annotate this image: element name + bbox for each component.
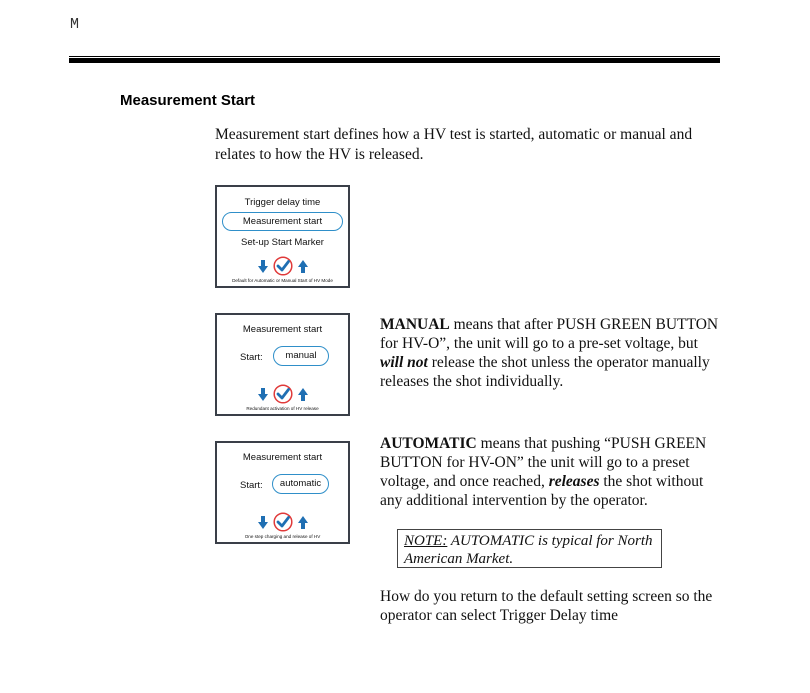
device-screen-menu [215,185,350,288]
start-field-value: manual [273,346,329,366]
header-rule-thin [69,56,720,57]
question-paragraph: How do you return to the default setting screen so the operator can select Trigger Delay time [380,588,713,624]
manual-description [380,315,725,391]
menu-item-trigger-delay: Trigger delay time [244,197,321,208]
check-circle-icon [273,512,293,532]
manual-text-1: means that after PUSH GREEN BUTTON for HV-O”, the unit will go to a pre-set voltage, but [380,316,719,352]
manual-lead: MANUAL [380,316,450,333]
screen-title: Measurement start [242,324,323,335]
check-circle-icon [273,384,293,404]
manual-emphasis: will not [380,354,428,371]
check-circle-icon [273,256,293,276]
arrow-up-icon [298,260,308,273]
note-text: AUTOMATIC is typical for North American Market. [404,533,653,567]
arrow-down-icon [258,516,268,529]
note-box [397,529,662,568]
arrow-up-icon [298,388,308,401]
menu-item-setup-start-marker: Set-up Start Marker [241,237,324,248]
arrow-up-icon [298,516,308,529]
screen-caption: Redundant activation of HV release [246,406,319,411]
header-rule-thick [69,58,720,63]
manual-text-2: release the shot unless the operator manually releases the shot individually. [380,354,710,390]
device-screen-manual [215,313,350,416]
start-field-label: Start: [240,352,263,363]
note-label: NOTE: [404,533,448,549]
intro-paragraph: Measurement start defines how a HV test is started, automatic or manual and relates to how the HV is released. [215,126,693,163]
arrow-down-icon [258,260,268,273]
automatic-lead: AUTOMATIC [380,435,477,452]
screen-nav-icons [217,384,348,404]
screen-title: Measurement start [242,452,323,463]
automatic-text-1: means that pushing “PUSH GREEN BUTTON for HV-ON” the unit will go to a preset voltage, and once reached, [380,435,707,490]
automatic-description [380,434,725,510]
page-header-letter: M [70,16,80,33]
start-field-value: automatic [272,474,329,494]
start-field-label: Start: [240,480,263,491]
automatic-text-2: the shot without any additional intervention by the operator. [380,473,704,509]
device-screen-automatic [215,441,350,544]
screen-caption: One step charging and release of HV [244,534,321,539]
arrow-down-icon [258,388,268,401]
screen-nav-icons [217,256,348,276]
automatic-emphasis: releases [548,473,600,490]
section-title: Measurement Start [120,92,256,109]
menu-item-measurement-start-selected: Measurement start [222,212,343,231]
screen-caption: Default for Automatic or Manual Start of HV Mode [232,278,333,283]
screen-nav-icons [217,512,348,532]
